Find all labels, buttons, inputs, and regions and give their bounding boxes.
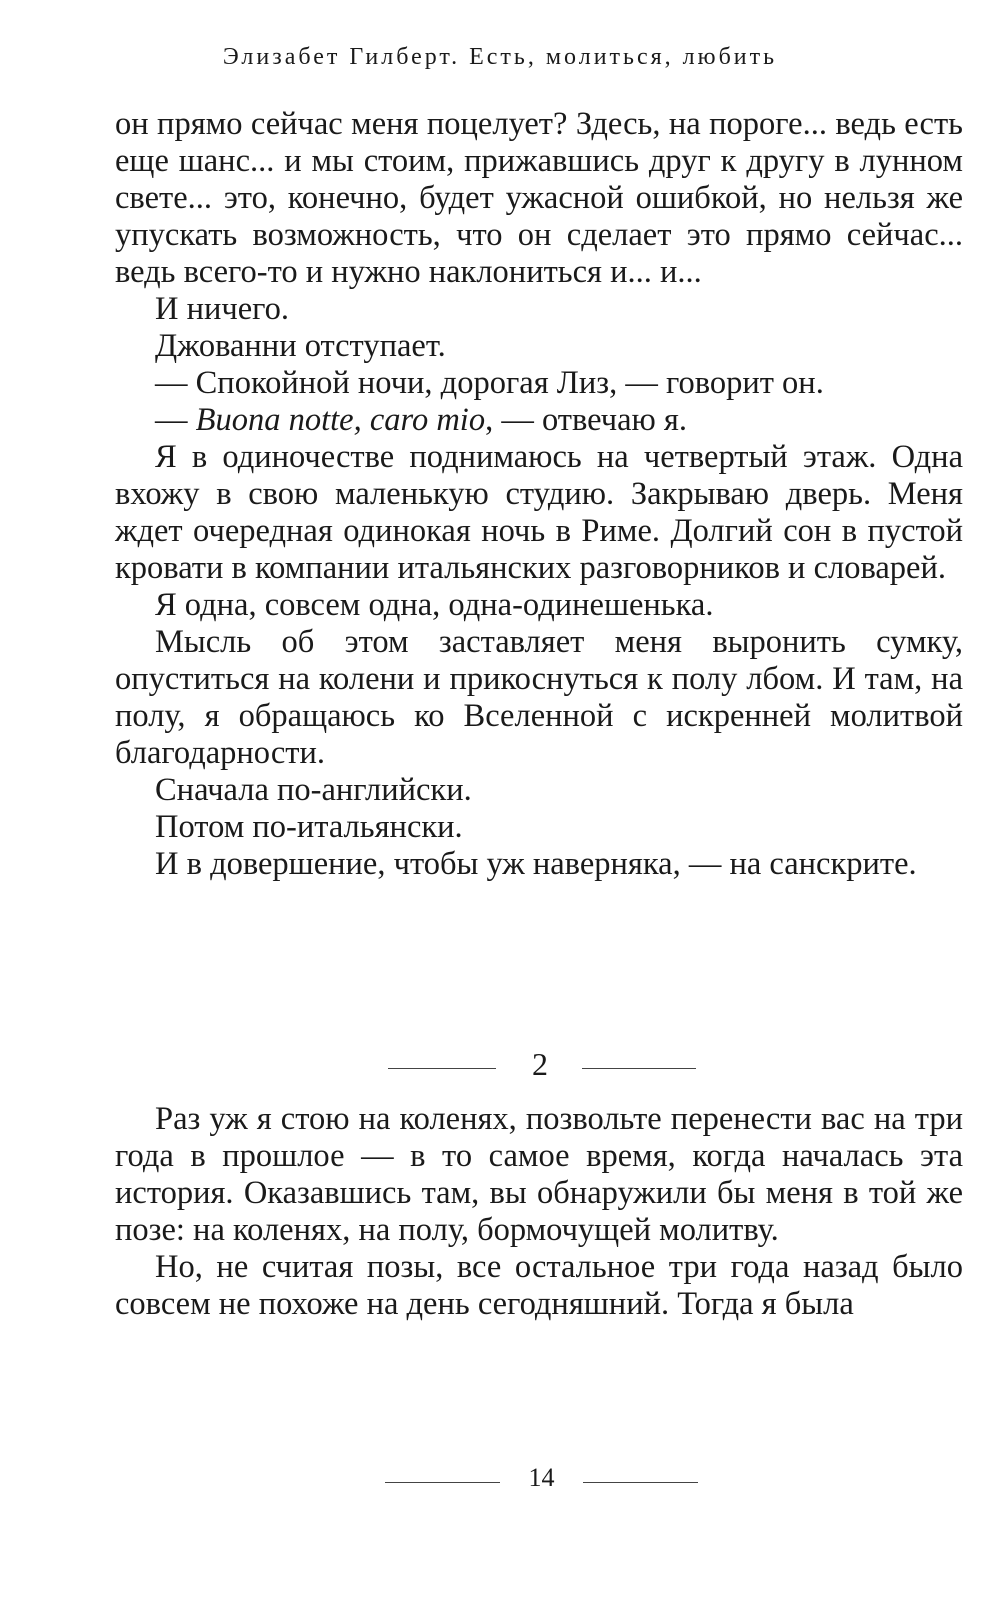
italian-phrase: Buona notte, caro mio [195, 402, 486, 438]
paragraph: И ничего. [155, 291, 290, 327]
paragraph: Мысль об этом заставляет меня выронить сумку, опуститься на колени и прикоснуться к полу лбом. И там, на полу, я обращаюсь ко Вселенной с искренней молитвой благодарности. [115, 624, 963, 771]
paragraph: Раз уж я стою на коленях, позвольте перенести вас на три года в прошлое — в то самое время, когда началась эта история. Оказавшись там, вы обнаружили бы меня в той же позе: на коленях, на полу, бормочущей молитву. [115, 1101, 963, 1248]
dialogue-rest: , — отвечаю я. [485, 402, 687, 438]
dash: — [155, 402, 196, 438]
paragraph: Джованни отступает. [155, 328, 446, 364]
page-footer [0, 1463, 1000, 1499]
chapter-rule-right [582, 1068, 696, 1069]
footer-rule-right [583, 1482, 698, 1483]
text-block-bottom [115, 1101, 963, 1323]
text-block-top [115, 106, 963, 883]
paragraph: Я в одиночестве поднимаюсь на четвертый этаж. Одна вхожу в свою маленькую студию. Закрываю дверь. Меня ждет очередная одинокая ночь в Риме. Долгий сон в пустой кровати в компании итальянских разговорников и словарей. [115, 439, 963, 586]
dialogue-line: — Спокойной ночи, дорогая Лиз, — говорит он. [155, 365, 824, 401]
paragraph: Я одна, совсем одна, одна-одинешенька. [155, 587, 714, 623]
paragraph: Сначала по-английски. [155, 772, 472, 808]
paragraph: Но, не считая позы, все остальное три года назад было совсем не похоже на день сегодняшний. Тогда я была [115, 1249, 963, 1322]
footer-rule-left [385, 1482, 500, 1483]
page-number: 14 [528, 1463, 555, 1492]
paragraph: И в довершение, чтобы уж наверняка, — на санскрите. [155, 846, 917, 882]
chapter-heading [0, 1046, 1000, 1086]
dialogue-line-italian [115, 402, 963, 439]
chapter-number: 2 [532, 1046, 548, 1082]
paragraph: Потом по-итальянски. [155, 809, 463, 845]
paragraph: он прямо сейчас меня поцелует? Здесь, на пороге... ведь есть еще шанс... и мы стоим, прижавшись друг к другу в лунном свете... это, конечно, будет ужасной ошибкой, но нельзя же упускать возможность, что он сделает это прямо сейчас... ведь всего-то и нужно наклониться и... и... [115, 106, 963, 290]
running-header: Элизабет Гилберт. Есть, молиться, любить [222, 44, 778, 70]
chapter-rule-left [388, 1068, 496, 1069]
